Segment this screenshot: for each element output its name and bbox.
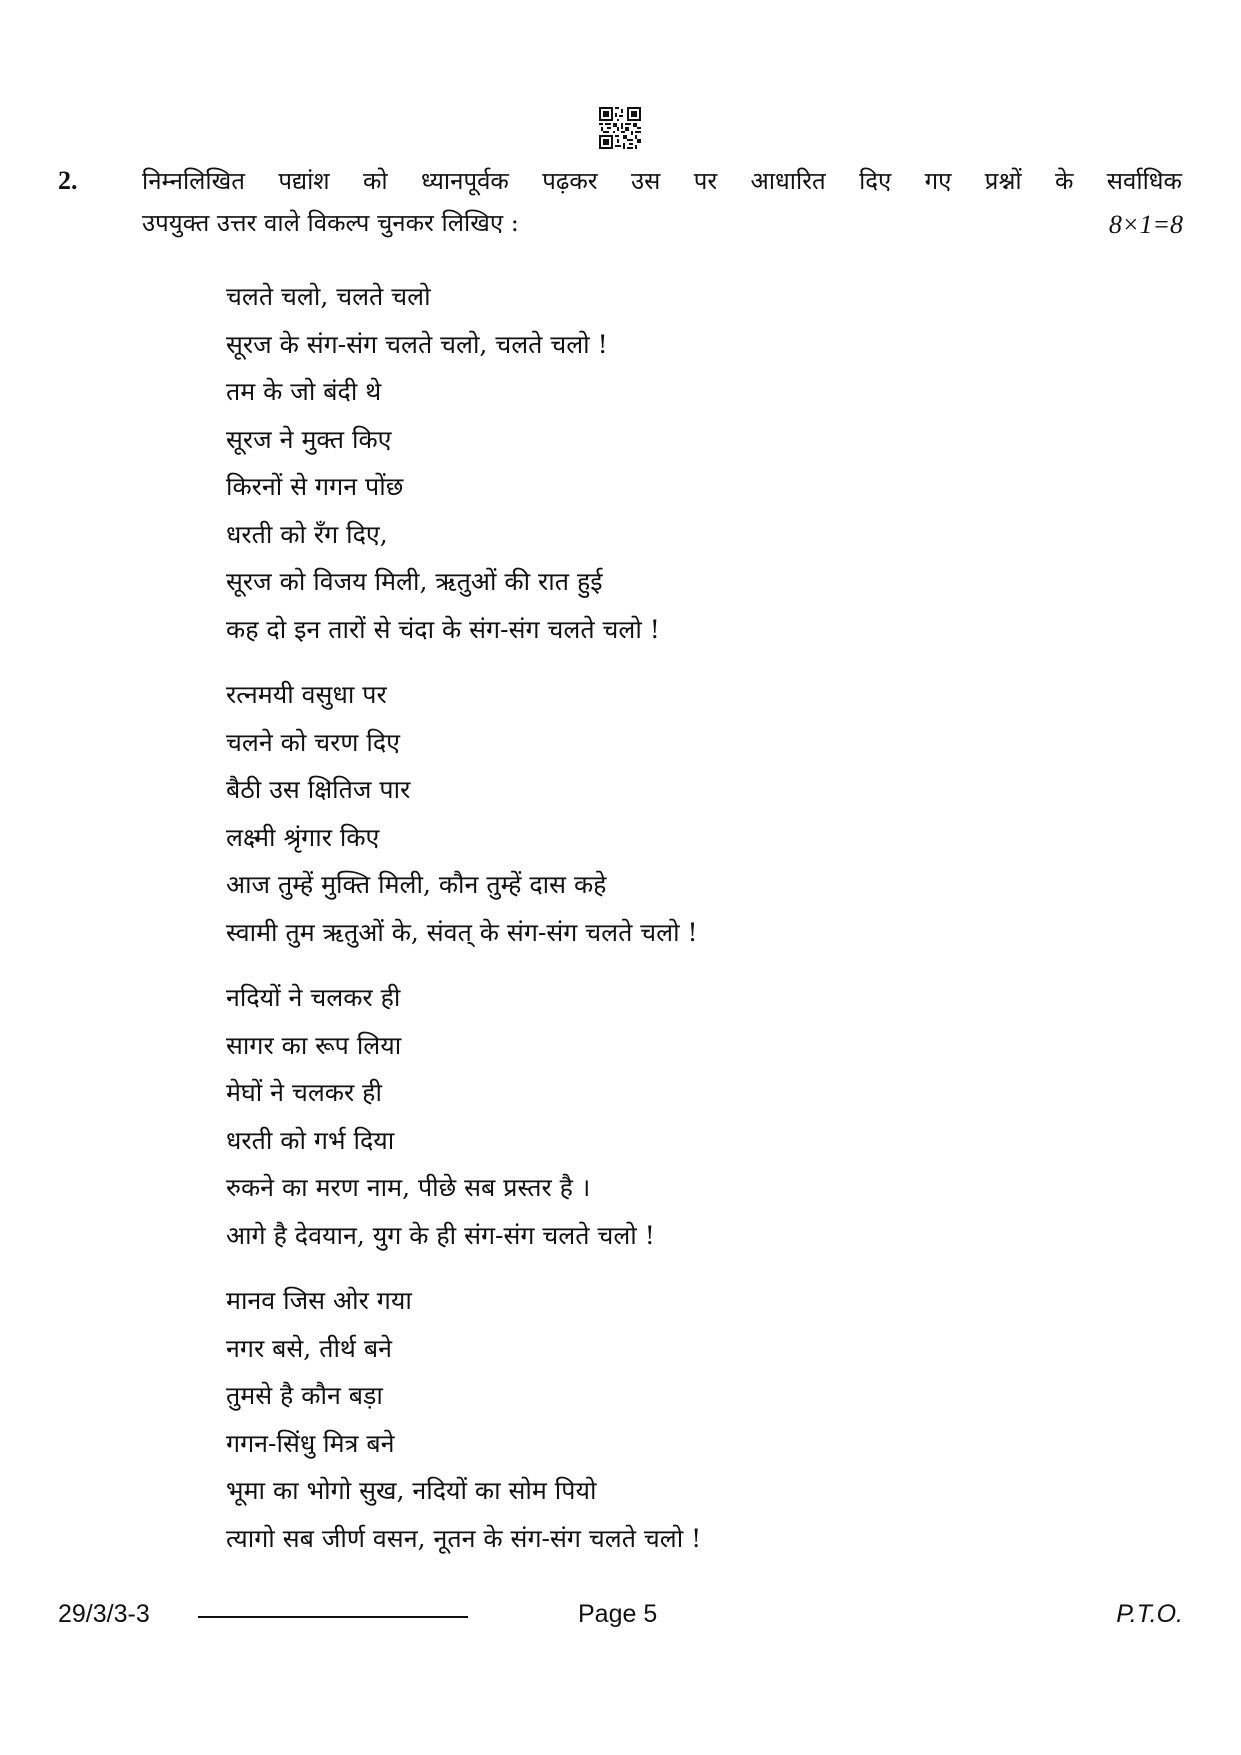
page-number: Page 5	[578, 1600, 658, 1628]
poem-line: मानव जिस ओर गया	[226, 1286, 412, 1315]
question-instruction	[142, 160, 1182, 244]
poem-line: सूरज को विजय मिली, ऋतुओं की रात हुई	[226, 567, 603, 596]
poem-line: आगे है देवयान, युग के ही संग-संग चलते चलो !	[226, 1220, 655, 1250]
poem-line: किरनों से गगन पोंछ	[226, 472, 404, 501]
poem-line: सूरज के संग-संग चलते चलो, चलते चलो !	[226, 329, 608, 359]
stanza-3	[226, 974, 701, 1259]
poem-line: मेघों ने चलकर ही	[226, 1078, 382, 1107]
stanza-1	[226, 273, 701, 653]
poem-line: त्यागो सब जीर्ण वसन, नूतन के संग-संग चलते चलो !	[226, 1523, 702, 1553]
poem-line: बैठी उस क्षितिज पार	[226, 775, 411, 804]
poem-line: सागर का रूप लिया	[226, 1030, 402, 1060]
qr-code	[599, 107, 641, 149]
stanza-4	[226, 1277, 701, 1562]
poem-line: आज तुम्हें मुक्ति मिली, कौन तुम्हें दास कहे	[226, 870, 607, 899]
poem-line: नदियों ने चलकर ही	[226, 983, 401, 1012]
poem-line: लक्ष्मी श्रृंगार किए	[226, 822, 380, 852]
poem-line: तुमसे है कौन बड़ा	[226, 1381, 383, 1410]
poem	[226, 273, 701, 1562]
poem-line: नगर बसे, तीर्थ बने	[226, 1333, 392, 1363]
poem-line: स्वामी तुम ऋतुओं के, संवत् के संग-संग चलते चलो !	[226, 917, 698, 947]
paper-code: 29/3/3-3	[58, 1600, 150, 1628]
poem-line: धरती को रँग दिए,	[226, 519, 388, 549]
poem-line: भूमा का भोगो सुख, नदियों का सोम पियो	[226, 1476, 597, 1505]
poem-line: रत्नमयी वसुधा पर	[226, 680, 387, 709]
please-turn-over: P.T.O.	[1116, 1600, 1183, 1628]
poem-line: गगन-सिंधु मित्र बने	[226, 1428, 395, 1458]
poem-line: चलने को चरण दिए	[226, 727, 400, 757]
poem-line: रुकने का मरण नाम, पीछे सब प्रस्तर है ।	[226, 1173, 591, 1202]
poem-line: तम के जो बंदी थे	[226, 377, 382, 406]
poem-line: सूरज ने मुक्त किए	[226, 424, 392, 454]
footer-divider	[198, 1616, 468, 1618]
poem-line: चलते चलो, चलते चलो	[226, 282, 431, 311]
question-number: 2.	[58, 166, 78, 195]
marks-allocation: 8×1=8	[1108, 210, 1183, 239]
instruction-line-1: निम्नलिखित पद्यांश को ध्यानपूर्वक पढ़कर उस पर आधारित दिए गए प्रश्नों के सर्वाधिक	[142, 167, 1182, 195]
stanza-2	[226, 671, 701, 956]
instruction-line-2: उपयुक्त उत्तर वाले विकल्प चुनकर लिखिए :	[142, 209, 519, 237]
poem-line: कह दो इन तारों से चंदा के संग-संग चलते चलो !	[226, 614, 660, 644]
poem-line: धरती को गर्भ दिया	[226, 1125, 395, 1155]
